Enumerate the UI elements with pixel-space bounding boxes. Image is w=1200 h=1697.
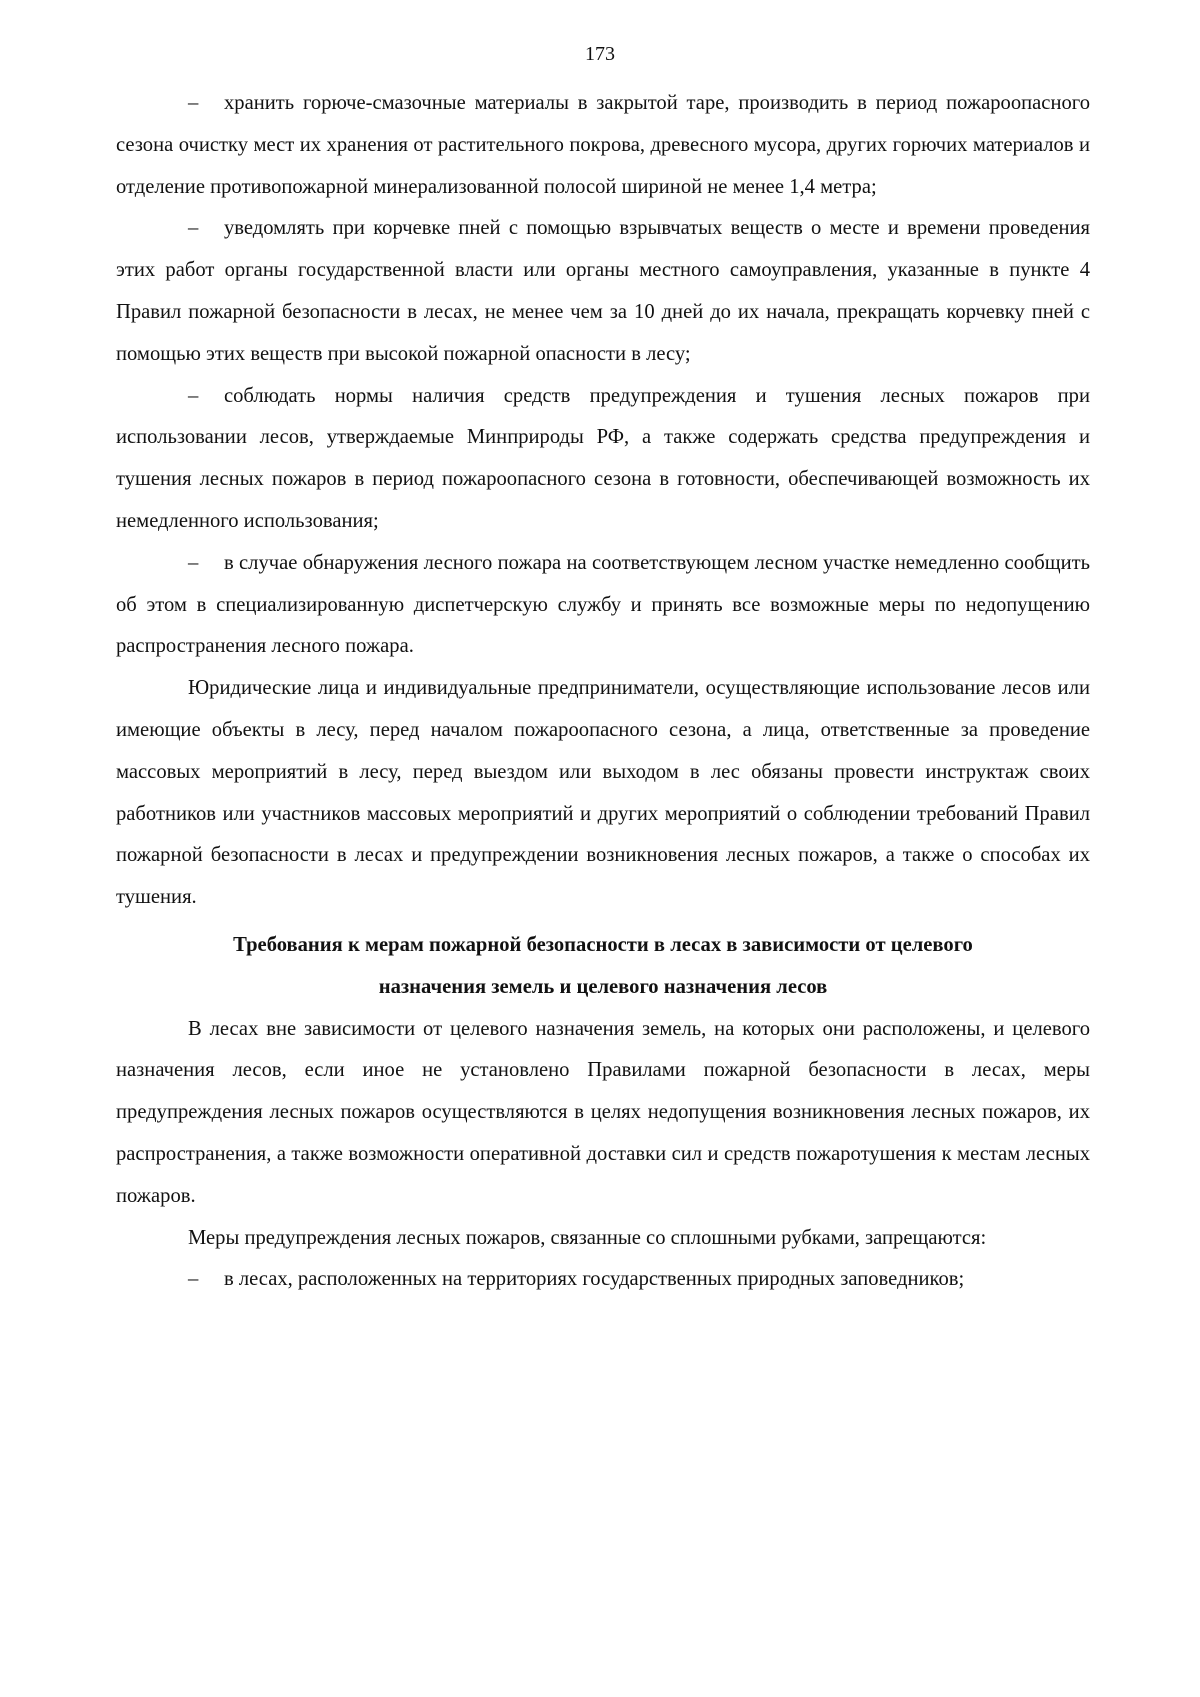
- bullet-text: в случае обнаружения лесного пожара на соответствующем лесном участке немедленно сообщить об этом в специализированную диспетчерскую службу и принять все возможные меры по недопущению распространения лесного пожара.: [116, 551, 1090, 658]
- bullet-item-equipment-norms: [116, 376, 1090, 543]
- paragraph-measures: Меры предупреждения лесных пожаров, связанные со сплошными рубками, запрещаются:: [188, 1226, 987, 1249]
- bullet-dash: –: [188, 1268, 199, 1291]
- bullet-text: соблюдать нормы наличия средств предупреждения и тушения лесных пожаров при использовании лесов, утверждаемые Минприроды РФ, а также содержать средства предупреждения и тушения лесных пожаров в период пожароопасного сезона в готовности, обеспечивающей возможность их немедленного использования;: [116, 384, 1090, 532]
- section-heading: [116, 925, 1090, 1009]
- section-heading-line-1: Требования к мерам пожарной безопасности в лесах в зависимости от целевого: [233, 933, 973, 956]
- page-number: 173: [585, 43, 615, 65]
- bullet-item-stump-removal: [116, 208, 1090, 375]
- section-heading-line-2: назначения земель и целевого назначения лесов: [378, 975, 828, 998]
- bullet-item-fire-report: [116, 543, 1090, 668]
- paragraph-forests: В лесах вне зависимости от целевого назначения земель, на которых они расположены, и целевого назначения лесов, если иное не установлено Правилами пожарной безопасности в лесах, меры предупреждения лесных пожаров осуществляются в целях недопущения возникновения лесных пожаров, их распространения, а также возможности оперативной доставки сил и средств пожаротушения к местам лесных пожаров.: [116, 1017, 1090, 1207]
- document-body: [116, 83, 1090, 1301]
- bullet-text: уведомлять при корчевке пней с помощью взрывчатых веществ о месте и времени проведения этих работ органы государственной власти или органы местного самоуправления, указанные в пункте 4 Правил пожарной безопасности в лесах, не менее чем за 10 дней до их начала, прекращать корчевку пней с помощью этих веществ при высокой пожарной опасности в лесу;: [116, 217, 1090, 365]
- bullet-item-storage: [116, 83, 1090, 208]
- bullet-dash: –: [188, 384, 199, 407]
- bullet-text: хранить горюче-смазочные материалы в закрытой таре, производить в период пожароопасного сезона очистку мест их хранения от растительного покрова, древесного мусора, других горючих материалов и отделение противопожарной минерализованной полосой шириной не менее 1,4 метра;: [116, 92, 1090, 198]
- bullet-dash: –: [188, 217, 199, 240]
- bullet-item-reserves: [116, 1259, 1090, 1301]
- paragraph-legal-entities: Юридические лица и индивидуальные предприниматели, осуществляющие использование лесов или имеющие объекты в лесу, перед началом пожароопасного сезона, а лица, ответственные за проведение массовых мероприятий в лесу, перед выездом или выходом в лес обязаны провести инструктаж своих работников или участников массовых мероприятий и других мероприятий о соблюдении требований Правил пожарной безопасности в лесах и предупреждении возникновения лесных пожаров, а также о способах их тушения.: [116, 677, 1090, 909]
- bullet-dash: –: [188, 92, 199, 114]
- bullet-text: в лесах, расположенных на территориях государственных природных заповедников;: [224, 1268, 965, 1291]
- bullet-dash: –: [188, 551, 199, 574]
